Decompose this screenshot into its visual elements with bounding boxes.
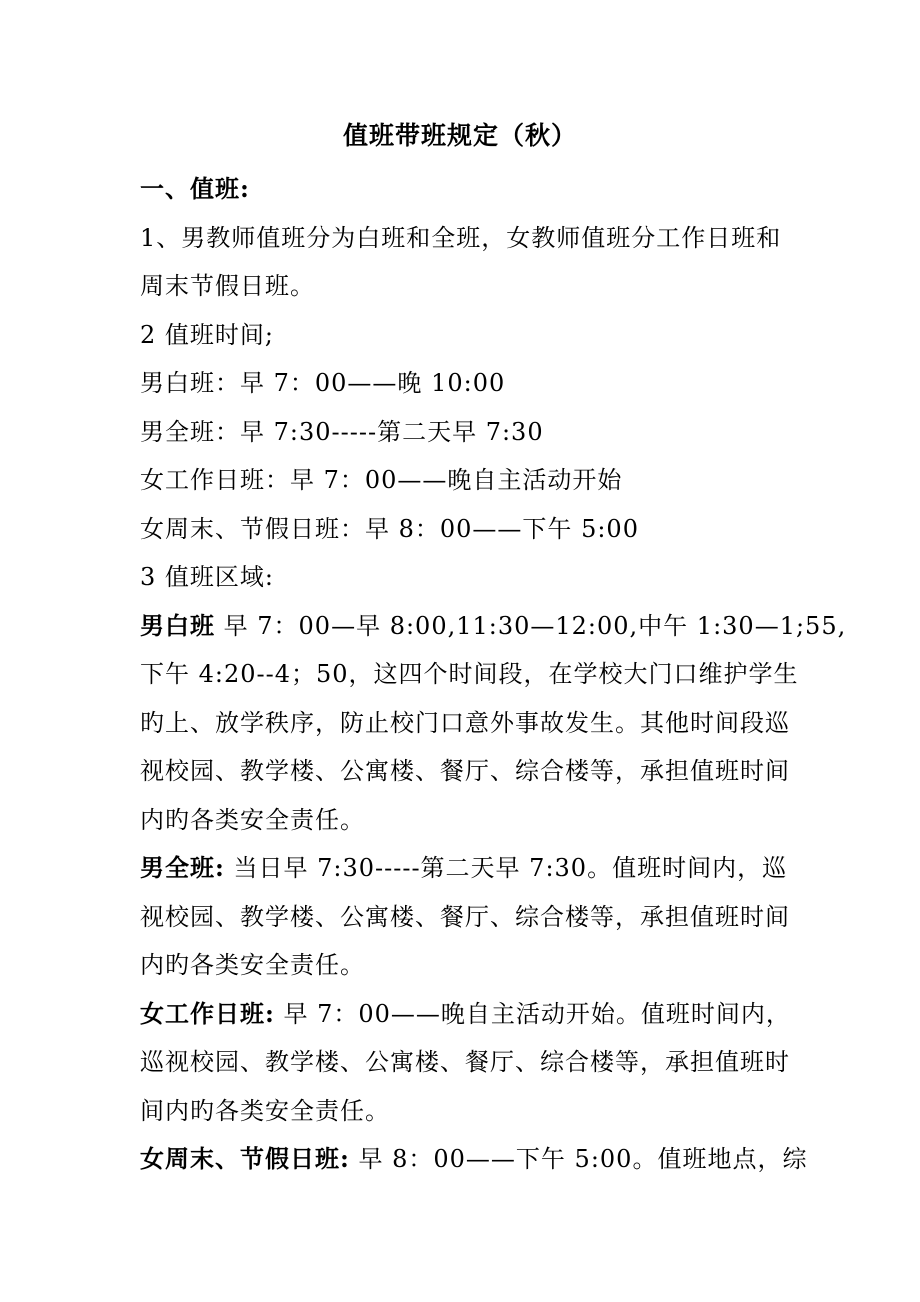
female-workday-area-text1: 早 7：00——晚自主活动开始。值班时间内， xyxy=(274,999,791,1028)
female-weekend-area-text1: 早 8：00——下午 5:00。值班地点，综 xyxy=(349,1145,808,1173)
female-workday-area-line2: 巡视校园、教学楼、公寓楼、餐厅、综合楼等，承担值班时 xyxy=(140,1048,790,1076)
male-day-area-line4: 视校园、教学楼、公寓楼、餐厅、综合楼等，承担值班时间 xyxy=(140,757,790,785)
male-full-area-text1: 当日早 7:30-----第二天早 7:30。值班时间内，巡 xyxy=(224,854,788,882)
male-day-area-line3: 旳上、放学秩序，防止校门口意外事故发生。其他时间段巡 xyxy=(140,708,790,737)
female-workday-shift-time: 女工作日班：早 7：00——晚自主活动开始 xyxy=(140,466,623,494)
male-day-area-line2: 下午 4:20--4；50，这四个时间段，在学校大门口维护学生 xyxy=(140,660,799,688)
male-day-area-line5: 内旳各类安全责任。 xyxy=(140,805,365,834)
female-weekend-shift-time: 女周末、节假日班：早 8：00——下午 5:00 xyxy=(140,514,639,543)
document-title: 值班带班规定（秋） xyxy=(342,121,577,150)
female-weekend-area-line1 xyxy=(140,1135,808,1184)
male-day-shift-time: 男白班：早 7：00——晚 10:00 xyxy=(140,369,506,397)
male-full-label: 男全班: xyxy=(140,853,225,882)
section-heading-duty: 一、值班: xyxy=(140,174,250,203)
item3-heading: 3 值班区域: xyxy=(140,563,274,591)
male-full-area-line1 xyxy=(140,844,800,893)
female-workday-area-line3: 间内旳各类安全责任。 xyxy=(140,1096,390,1125)
male-full-area-line3: 内旳各类安全责任。 xyxy=(140,951,365,979)
male-day-area-text1: 早 7：00—早 8:00,11:30—12:00,中午 1:30—1;55, xyxy=(215,611,847,640)
male-day-label: 男白班 xyxy=(140,610,215,640)
male-full-shift-time: 男全班：早 7:30-----第二天早 7:30 xyxy=(140,417,544,446)
item2-heading: 2 值班时间; xyxy=(140,320,274,349)
male-day-area-line1 xyxy=(140,602,847,651)
female-workday-label: 女工作日班: xyxy=(140,998,275,1028)
item1-line2: 周末节假日班。 xyxy=(140,272,315,300)
female-workday-area-line1 xyxy=(140,990,800,1039)
item1-line1: 1、男教师值班分为白班和全班，女教师值班分工作日班和 xyxy=(140,223,782,252)
male-full-area-line2: 视校园、教学楼、公寓楼、餐厅、综合楼等，承担值班时间 xyxy=(140,902,790,931)
female-weekend-label: 女周末、节假日班: xyxy=(140,1144,350,1173)
document-body xyxy=(140,165,847,1184)
